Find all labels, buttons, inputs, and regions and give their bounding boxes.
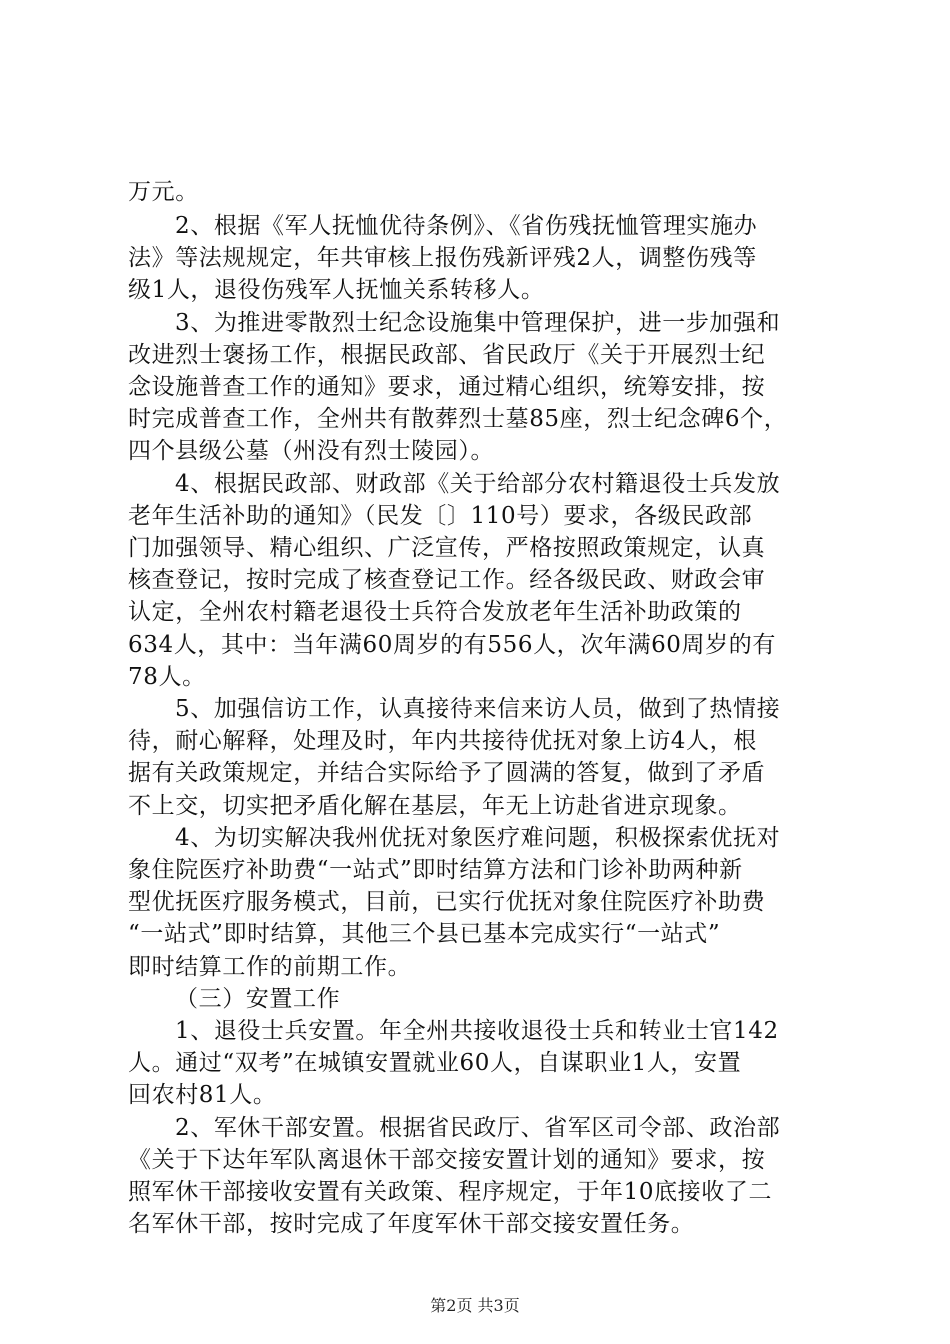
text-line: 回农村81人。 <box>128 1082 277 1108</box>
paragraph-start: 2、军休干部安置。根据省民政厅、省军区司令部、政治部 <box>175 1115 781 1141</box>
section-heading: （三）安置工作 <box>175 986 341 1012</box>
text-line: 核查登记，按时完成了核查登记工作。经各级民政、财政会审 <box>128 567 766 593</box>
text-line: 名军休干部，按时完成了年度军休干部交接安置任务。 <box>128 1211 695 1237</box>
paragraph-start: 4、为切实解决我州优抚对象医疗难问题，积极探索优抚对 <box>175 825 781 851</box>
text-line: 门加强领导、精心组织、广泛宣传，严格按照政策规定，认真 <box>128 535 766 561</box>
text-line: 634人，其中：当年满60周岁的有556人，次年满60周岁的有 <box>128 632 776 658</box>
text-line: 四个县级公墓（州没有烈士陵园）。 <box>128 438 495 464</box>
text-line: 认定，全州农村籍老退役士兵符合发放老年生活补助政策的 <box>128 599 742 625</box>
text-line: 《关于下达年军队离退休干部交接安置计划的通知》要求，按 <box>128 1147 766 1173</box>
text-line: 型优抚医疗服务模式，目前，已实行优抚对象住院医疗补助费 <box>128 889 766 915</box>
text-line: 待，耐心解释，处理及时，年内共接待优抚对象上访4人，根 <box>128 728 757 754</box>
text-line: 念设施普查工作的通知》要求，通过精心组织，统筹安排，按 <box>128 374 766 400</box>
paragraph-start: 5、加强信访工作，认真接待来信来访人员，做到了热情接 <box>175 696 781 722</box>
text-line: 法》等法规规定，年共审核上报伤残新评残2人，调整伤残等 <box>128 245 757 271</box>
text-line: 改进烈士褒扬工作，根据民政部、省民政厅《关于开展烈士纪 <box>128 342 766 368</box>
text-line: “一站式”即时结算，其他三个县已基本完成实行“一站式” <box>128 921 721 947</box>
text-line: 不上交，切实把矛盾化解在基层，年无上访赴省进京现象。 <box>128 793 742 819</box>
text-line: 级1人，退役伤残军人抚恤关系转移人。 <box>128 277 545 303</box>
text-line: 老年生活补助的通知》（民发〔〕110号）要求，各级民政部 <box>128 503 753 529</box>
text-line: 人。通过“双考”在城镇安置就业60人，自谋职业1人，安置 <box>128 1050 742 1076</box>
paragraph-start: 1、退役士兵安置。年全州共接收退役士兵和转业士官142 <box>175 1018 779 1044</box>
text-line: 时完成普查工作，全州共有散葬烈士墓85座，烈士纪念碑6个， <box>128 406 788 432</box>
page-footer: 第2页 共3页 <box>430 1296 520 1315</box>
paragraph-start: 3、为推进零散烈士纪念设施集中管理保护，进一步加强和 <box>175 310 781 336</box>
text-line: 78人。 <box>128 664 206 690</box>
paragraph-start: 2、根据《军人抚恤优待条例》、《省伤残抚恤管理实施办 <box>175 213 758 239</box>
text-line: 象住院医疗补助费“一站式”即时结算方法和门诊补助两种新 <box>128 857 743 883</box>
paragraph-start: 4、根据民政部、财政部《关于给部分农村籍退役士兵发放 <box>175 471 781 497</box>
text-line: 万元。 <box>128 179 199 205</box>
text-line: 据有关政策规定，并结合实际给予了圆满的答复，做到了矛盾 <box>128 760 766 786</box>
text-line: 即时结算工作的前期工作。 <box>128 954 412 980</box>
text-line: 照军休干部接收安置有关政策、程序规定，于年10底接收了二 <box>128 1179 773 1205</box>
